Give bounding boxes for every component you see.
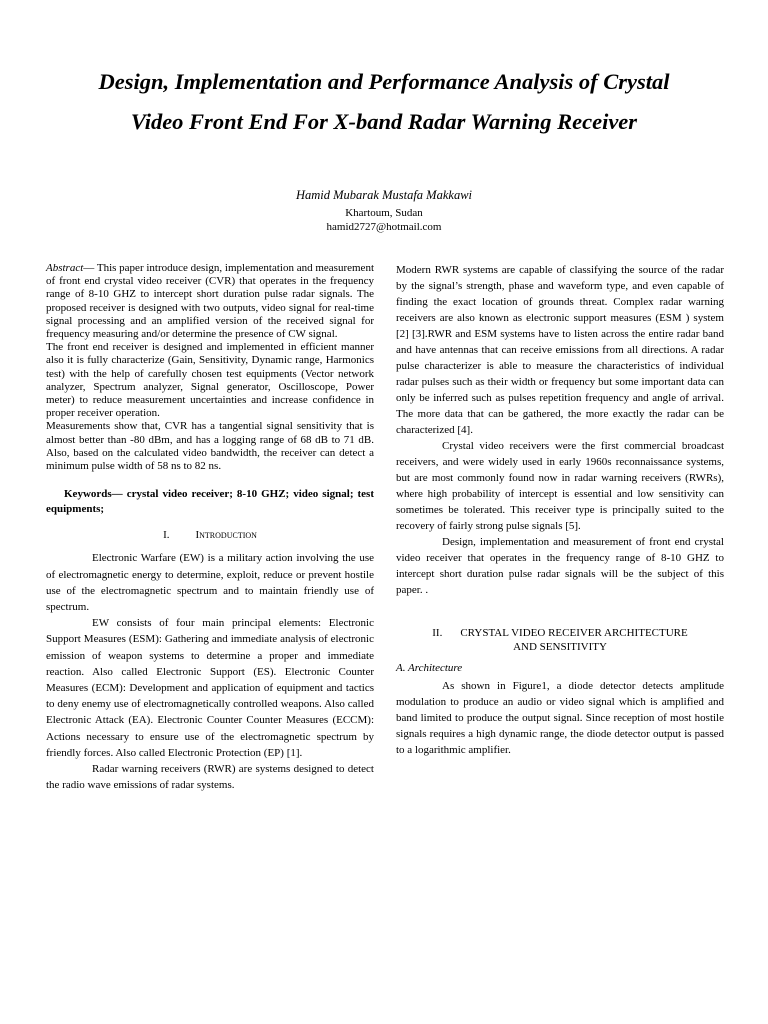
paper-title [30, 62, 738, 142]
right-paragraph-1: Modern RWR systems are capable of classifying the source of the radar by the signal’s strength, phase and waveform type, and even capable of finding the exact location of grounds threat. Complex radar warning receivers are also known as electronic support measures (ESM ) system [2] [3].RWR and ESM systems have to listen across the entire radar band and have antennas that can receive emissions from all directions. A radar pulse characterizer is able to measure the characteristics of individual radar pulses such as their width or frequency but some important data can only be inferred such as pulses repetition frequency and angle of arrival. The more data that can be gathered, the more exactly the radar can be characterized [4]. [396, 264, 724, 436]
section-1-heading [46, 529, 374, 542]
section-1-title: Introduction [195, 529, 257, 542]
section-1-number: I. [163, 529, 170, 542]
introduction-body [46, 550, 374, 793]
right-column [396, 262, 724, 758]
abstract-paragraph-2: The front end receiver is designed and implemented in efficient manner also it is fully characterize (Gain, Sensitivity, Dynamic range, Harmonics test) with the help of carefully chosen test equipments (Vector network analyzer, Spectrum analyzer, Signal generator, Oscilloscope, Power meter) to reduce measurement uncertainties and increase confidence in proper receiver operation. [46, 341, 374, 420]
abstract-paragraph-3: Measurements show that, CVR has a tangential signal sensitivity that is almost better than -80 dBm, and has a logging range of 68 dB to 71 dB. Also, based on the calculated video bandwidth, the receiver can detect a minimum pulse width of 58 ns to 82 ns. [46, 420, 374, 473]
intro-paragraph-1: Electronic Warfare (EW) is a military action involving the use of electromagnetic energy to determine, exploit, reduce or prevent hostile use of the electromagnetic spectrum and to maintain friendly use of spectrum. [46, 552, 374, 614]
subsection-a-heading: A. Architecture [396, 662, 463, 674]
left-column [46, 262, 374, 794]
abstract-text-1: This paper introduce design, implementation and measurement of front end crystal video receiver (CVR) that operates in the frequency range of 8-10 GHZ to intercept short duration pulse radar signals. The proposed receiver is designed with two outputs, video signal for real-time signal processing and an amplified version of the received signal for frequency measuring and/or determine the presence of CW signal. [46, 262, 374, 341]
author-email: hamid2727@hotmail.com [326, 221, 442, 233]
abstract-paragraph-1 [46, 262, 374, 341]
keywords: Keywords— crystal video receiver; 8-10 GHZ; video signal; test equipments; [46, 488, 374, 516]
intro-paragraph-2: EW consists of four main principal elements: Electronic Support Measures (ESM): Gathering and immediate analysis of electronic emission of weapon systems to determine a proper and immediate reaction. Also called Electronic Support (ES). Electronic Counter Measures (ECM): Development and application of equipment and tactics to deny enemy use of electromagnetically controlled weapons. Also called Electronic Attack (EA). Electronic Counter Counter Measures (ECCM): Actions necessary to ensure use of the electromagnetic spectrum by friendly forces. Also called Electronic Protection (EP) [1]. [46, 617, 374, 759]
section-2-number: II. [432, 627, 443, 639]
architecture-paragraph: As shown in Figure1, a diode detector detects amplitude modulation to produce an audio or video signal which is amplified and band limited to produce the output signal. Since reception of most hostile signals requires a high dynamic range, the diode detector output is passed to a logarithmic amplifier. [396, 680, 724, 756]
title-line-1: Design, Implementation and Performance Analysis of Crystal [98, 69, 670, 94]
abstract-label: Abstract [46, 262, 84, 274]
abstract-dash: — [83, 262, 97, 274]
author-name: Hamid Mubarak Mustafa Makkawi [295, 188, 473, 202]
right-paragraph-3: Design, implementation and measurement of front end crystal video receiver that operates in the frequency range of 8-10 GHZ to intercept short duration pulse radar signals will be the subject of this paper. . [396, 536, 724, 596]
right-paragraph-2: Crystal video receivers were the first commercial broadcast receivers, and were widely used in early 1960s reconnaissance systems, but are most commonly found now in radar warning receivers (RWRs), where high probability of intercept is essential and low sensitivity can sometimes be tolerated. This receiver type is principally suited to the recovery of fairly strong pulse signals [5]. [396, 440, 724, 532]
section-2-title-line-2: AND SENSITIVITY [513, 641, 607, 653]
section-2-heading [396, 626, 724, 654]
title-line-2: Video Front End For X-band Radar Warning Receiver [130, 109, 638, 134]
intro-paragraph-3: Radar warning receivers (RWR) are systems designed to detect the radio wave emissions of radar systems. [46, 763, 374, 792]
section-2-title-line-1: CRYSTAL VIDEO RECEIVER ARCHITECTURE [460, 627, 688, 639]
author-affiliation: Khartoum, Sudan [345, 207, 423, 219]
